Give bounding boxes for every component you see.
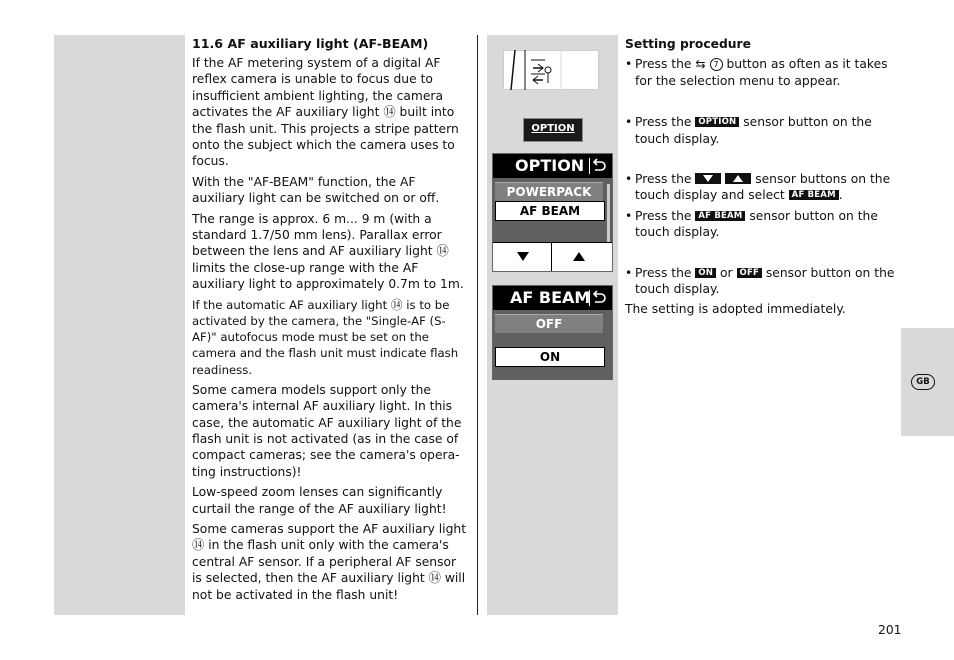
option-chip: OPTION [695,117,739,127]
af-beam-screen [492,285,613,380]
page-number: 201 [878,623,902,637]
arrow-button-row [493,242,612,271]
back-icon[interactable] [589,158,608,174]
language-badge: GB [911,374,935,390]
af-beam-screen-title-bar [493,286,612,310]
down-arrow-chip-icon [695,173,721,184]
scrollbar[interactable] [607,184,610,244]
back-icon[interactable] [589,290,608,306]
option-screen [492,153,613,272]
menu-item-powerpack[interactable]: POWERPACK [495,182,603,201]
step-2: • Press the OPTION sensor button on the touch display. [625,114,903,147]
left-column [192,36,468,607]
section-heading: 11.6 AF auxiliary light (AF-BEAM) [192,36,429,51]
menu-item-af-beam[interactable]: AF BEAM [495,201,605,221]
option-off[interactable]: OFF [495,314,603,333]
paragraph-5: Some camera models support only the camera's internal AF auxiliary light. In this case, the automatic AF auxiliary light of the flash unit is not activated (as in the case of compact cameras; see the camera's opera-ting instructions)! [192,382,462,479]
paragraph-6: Low-speed zoom lenses can significantly curtail the range of the AF auxiliary light! [192,485,447,516]
option-screen-body [493,178,612,271]
flash-unit-illustration [503,50,599,90]
left-gray-band [54,35,185,615]
af-beam-screen-body [493,310,612,379]
paragraph-2: With the "AF-BEAM" function, the AF auxiliary light can be switched on or off. [192,174,440,206]
af-beam-chip: AF BEAM [789,190,839,200]
off-chip: OFF [737,268,762,278]
right-column [625,36,903,318]
paragraph-3: The range is approx. 6 m... 9 m (with a standard 1.7/50 mm lens). Parallax error between the lens and AF auxiliary light ⑭ limits the close-up range with the AF auxiliary light to approximately 0.7m to 1m. [192,211,464,292]
column-divider [477,35,478,615]
option-screen-title-bar [493,154,612,178]
flash-control-icon [503,50,599,90]
up-arrow-button[interactable] [553,243,611,271]
step-5: • Press the ON or OFF sensor button on the touch display. [625,265,903,298]
final-note: The setting is adopted immediately. [625,302,846,317]
circled-number: 7 [710,58,723,71]
step-3: • Press the sensor buttons on the touch display and select AF BEAM . [625,171,903,204]
step-4: • Press the AF BEAM sensor button on the touch display. [625,208,903,241]
af-beam-screen-title: AF BEAM [510,288,591,307]
triangle-up-icon [553,243,611,271]
paragraph-1: If the AF metering system of a digital AF reflex camera is unable to focus due to insufficient ambient lighting, the camera activates the AF auxiliary light ⑭ built into the flash unit. This projects a stripe pattern onto the subject which the camera uses to focus. [192,56,459,169]
on-chip: ON [695,268,716,278]
triangle-down-icon [493,243,551,271]
step-1: • Press the ⇆ 7 button as often as it takes for the selection menu to appear. [625,56,903,89]
paragraph-7: Some cameras support the AF auxiliary light ⑭ in the flash unit only with the camera's central AF sensor. If a peripheral AF sensor is selected, then the AF auxiliary light ⑭ will not be activated in the flash unit! [192,521,467,602]
down-arrow-button[interactable] [493,243,552,271]
procedure-heading: Setting procedure [625,37,751,51]
option-sensor-button[interactable]: OPTION [523,118,583,142]
option-on[interactable]: ON [495,347,605,367]
af-beam-chip: AF BEAM [695,211,745,221]
paragraph-4: If the automatic AF auxiliary light ⑭ is to be activated by the camera, the "Single-AF (S-AF)" autofocus mode must be set on the camera and the flash unit must indicate flash readiness. [192,297,459,377]
up-arrow-chip-icon [725,173,751,184]
option-screen-title: OPTION [515,156,585,175]
